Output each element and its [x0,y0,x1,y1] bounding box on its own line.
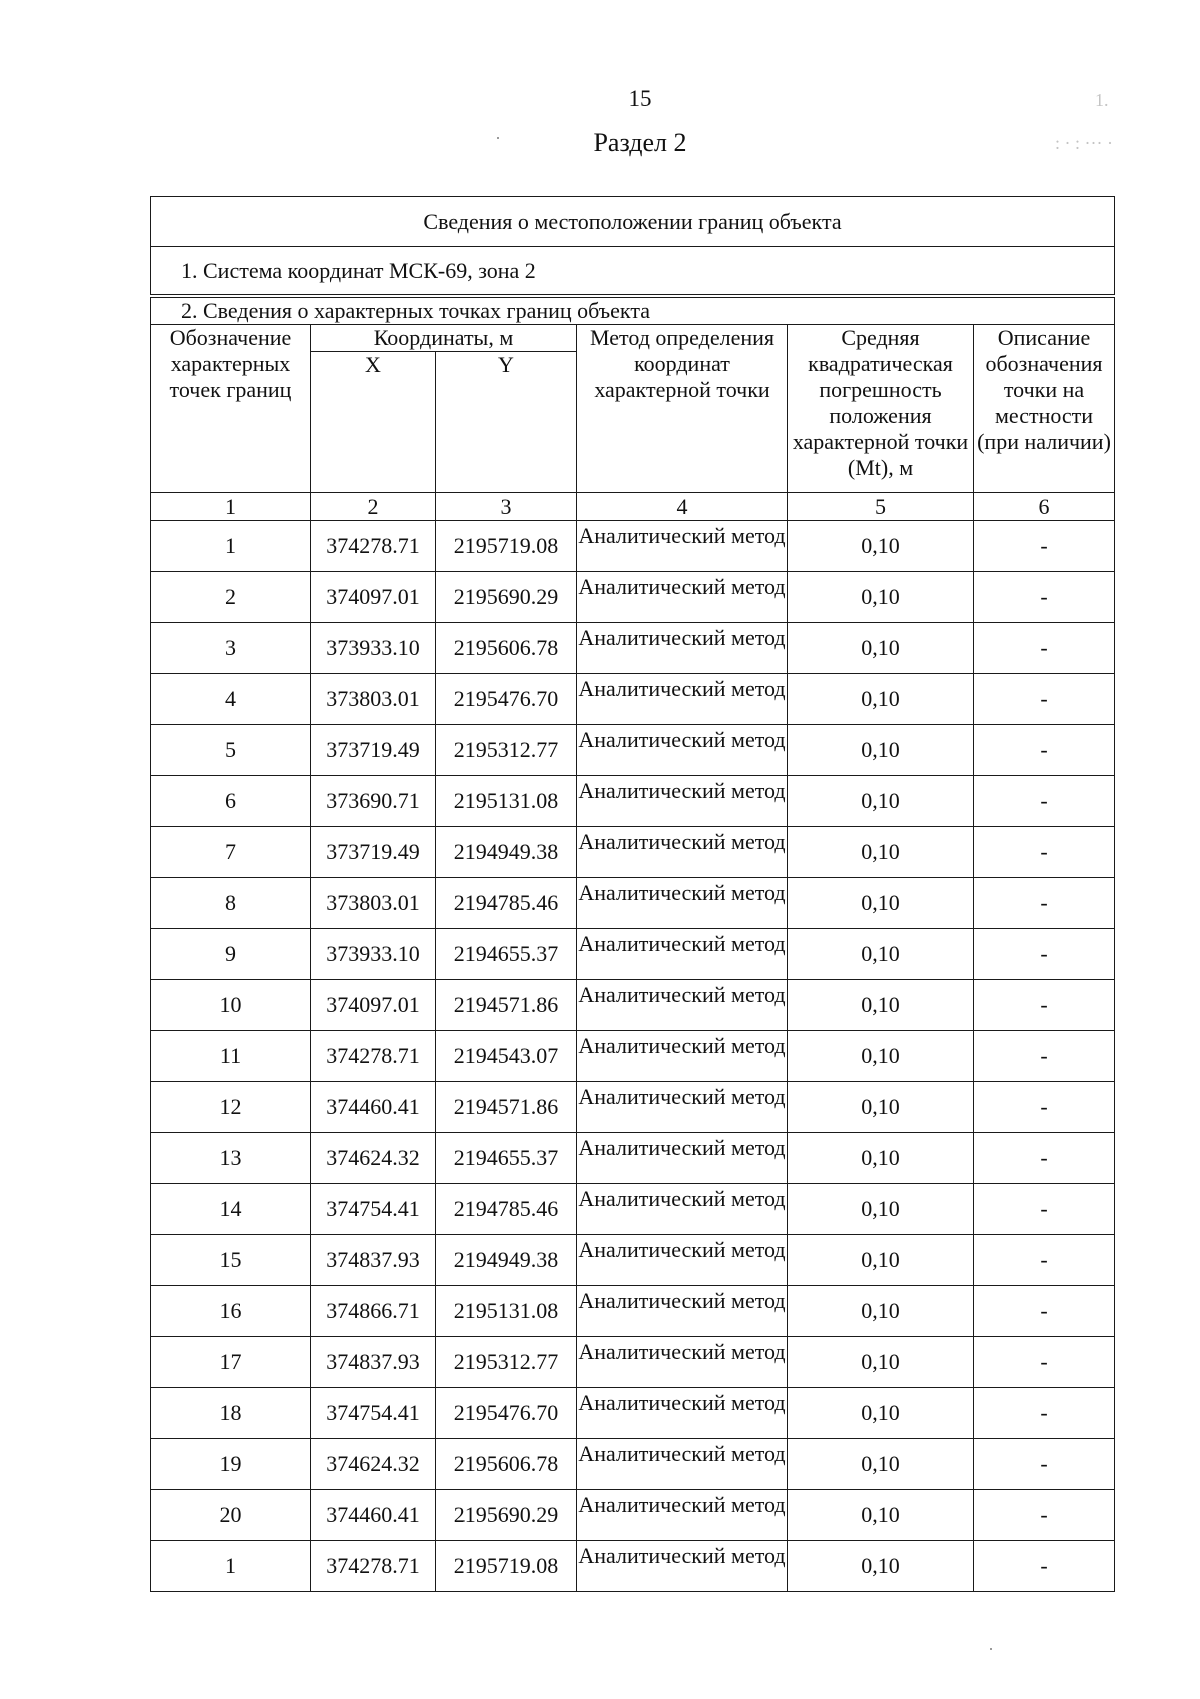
coordinate-y: 2195312.77 [436,725,577,776]
mean-square-error: 0,10 [788,1235,974,1286]
coordinate-y: 2194785.46 [436,878,577,929]
coordinate-x: 373933.10 [311,623,436,674]
mean-square-error: 0,10 [788,521,974,572]
table-row [151,1235,1115,1286]
method-text: Аналитический метод [578,1441,786,1466]
point-description: - [974,725,1115,776]
point-number: 6 [151,776,311,827]
method-text: Аналитический метод [578,1186,786,1211]
point-description: - [974,674,1115,725]
scan-speck [990,1648,992,1650]
point-number: 8 [151,878,311,929]
header-description: Описание обозначения точки на местности (при наличии) [974,325,1115,493]
method-text: Аналитический метод [578,574,786,599]
table-row [151,1388,1115,1439]
mean-square-error: 0,10 [788,1541,974,1592]
coordinate-x: 373690.71 [311,776,436,827]
point-description: - [974,1235,1115,1286]
coordinate-y: 2195131.08 [436,776,577,827]
column-number: 3 [436,493,577,521]
method [577,1439,788,1490]
section-title: Раздел 2 [593,128,687,157]
method [577,1133,788,1184]
coordinate-x: 374097.01 [311,980,436,1031]
method [577,980,788,1031]
point-description: - [974,572,1115,623]
method-text: Аналитический метод [578,1492,786,1517]
coordinate-y: 2194543.07 [436,1031,577,1082]
coordinate-x: 374097.01 [311,572,436,623]
point-number: 20 [151,1490,311,1541]
coordinate-x: 374278.71 [311,521,436,572]
bleed-through-mark: : · : ··· · [1055,133,1113,153]
coordinate-x: 374624.32 [311,1439,436,1490]
mean-square-error: 0,10 [788,827,974,878]
coordinate-x: 374866.71 [311,1286,436,1337]
point-number: 1 [151,1541,311,1592]
mean-square-error: 0,10 [788,1439,974,1490]
method-text: Аналитический метод [578,625,786,650]
point-description: - [974,776,1115,827]
point-number: 15 [151,1235,311,1286]
point-number: 3 [151,623,311,674]
coordinate-y: 2195476.70 [436,674,577,725]
mean-square-error: 0,10 [788,980,974,1031]
table-row [151,878,1115,929]
table-row [151,1541,1115,1592]
coordinate-x: 374278.71 [311,1541,436,1592]
method-text: Аналитический метод [578,1135,786,1160]
method [577,623,788,674]
method [577,1184,788,1235]
method-text: Аналитический метод [578,1390,786,1415]
mean-square-error: 0,10 [788,572,974,623]
point-description: - [974,623,1115,674]
column-number: 6 [974,493,1115,521]
table-row [151,1286,1115,1337]
method-text: Аналитический метод [578,829,786,854]
point-description: - [974,929,1115,980]
column-number: 4 [577,493,788,521]
point-description: - [974,878,1115,929]
header-error: Средняя квадратическая погрешность положения характерной точки (Mt), м [788,325,974,493]
method-text: Аналитический метод [578,727,786,752]
coordinate-x: 374278.71 [311,1031,436,1082]
mean-square-error: 0,10 [788,1388,974,1439]
table-subtitle: 2. Сведения о характерных точках границ объекта [151,298,1115,325]
mean-square-error: 0,10 [788,1082,974,1133]
mean-square-error: 0,10 [788,1184,974,1235]
method-text: Аналитический метод [578,982,786,1007]
table-row [151,929,1115,980]
coordinate-y: 2194949.38 [436,827,577,878]
table-row [151,980,1115,1031]
mean-square-error: 0,10 [788,623,974,674]
mean-square-error: 0,10 [788,1337,974,1388]
coordinate-y: 2195606.78 [436,623,577,674]
header-method: Метод определения координат характерной точки [577,325,788,493]
table-row [151,572,1115,623]
table-row [151,725,1115,776]
point-description: - [974,1337,1115,1388]
method [577,878,788,929]
table-row [151,1133,1115,1184]
point-number: 16 [151,1286,311,1337]
coordinate-x: 374754.41 [311,1388,436,1439]
method-text: Аналитический метод [578,1288,786,1313]
method [577,776,788,827]
point-description: - [974,980,1115,1031]
method [577,929,788,980]
point-number: 9 [151,929,311,980]
point-description: - [974,1031,1115,1082]
page-number: 15 [628,86,652,111]
method-text: Аналитический метод [578,1543,786,1568]
point-number: 12 [151,1082,311,1133]
coordinate-y: 2195719.08 [436,521,577,572]
coordinate-y: 2195131.08 [436,1286,577,1337]
coordinate-y: 2195690.29 [436,1490,577,1541]
point-number: 1 [151,521,311,572]
point-number: 18 [151,1388,311,1439]
coordinate-y: 2195690.29 [436,572,577,623]
method [577,1082,788,1133]
point-number: 11 [151,1031,311,1082]
method [577,827,788,878]
point-description: - [974,1541,1115,1592]
table-row [151,521,1115,572]
coordinate-y: 2195312.77 [436,1337,577,1388]
method-text: Аналитический метод [578,1339,786,1364]
coordinate-y: 2195476.70 [436,1388,577,1439]
mean-square-error: 0,10 [788,674,974,725]
boundary-points-table [150,297,1115,1592]
point-number: 19 [151,1439,311,1490]
mean-square-error: 0,10 [788,1031,974,1082]
coordinate-y: 2194785.46 [436,1184,577,1235]
point-description: - [974,1082,1115,1133]
point-description: - [974,1388,1115,1439]
scan-speck [497,137,499,139]
method-text: Аналитический метод [578,676,786,701]
coordinate-system: 1. Система координат МСК-69, зона 2 [151,247,1115,295]
object-info-table [150,196,1115,295]
method [577,725,788,776]
coordinate-x: 374460.41 [311,1082,436,1133]
method-text: Аналитический метод [578,931,786,956]
coordinate-x: 374837.93 [311,1235,436,1286]
method [577,1031,788,1082]
point-number: 7 [151,827,311,878]
column-number: 5 [788,493,974,521]
header-x: X [311,352,436,493]
coordinate-y: 2194655.37 [436,1133,577,1184]
coordinate-y: 2194655.37 [436,929,577,980]
bleed-through-mark: 1. [1095,90,1109,110]
table-row [151,1337,1115,1388]
method-text: Аналитический метод [578,778,786,803]
coordinate-y: 2195719.08 [436,1541,577,1592]
table-row [151,1439,1115,1490]
coordinate-y: 2194949.38 [436,1235,577,1286]
table-row [151,1184,1115,1235]
coordinate-x: 373803.01 [311,674,436,725]
column-number: 1 [151,493,311,521]
point-description: - [974,1286,1115,1337]
coordinate-x: 373719.49 [311,827,436,878]
point-number: 14 [151,1184,311,1235]
point-number: 2 [151,572,311,623]
coordinate-x: 374624.32 [311,1133,436,1184]
mean-square-error: 0,10 [788,878,974,929]
object-boundaries-title: Сведения о местоположении границ объекта [151,197,1115,247]
point-number: 17 [151,1337,311,1388]
column-number: 2 [311,493,436,521]
table-body [151,521,1115,1592]
method-text: Аналитический метод [578,523,786,548]
mean-square-error: 0,10 [788,929,974,980]
coordinate-x: 373719.49 [311,725,436,776]
table-row [151,776,1115,827]
table-row [151,827,1115,878]
point-number: 4 [151,674,311,725]
point-description: - [974,521,1115,572]
method-text: Аналитический метод [578,1237,786,1262]
coordinate-x: 374837.93 [311,1337,436,1388]
coordinate-y: 2195606.78 [436,1439,577,1490]
coordinate-y: 2194571.86 [436,980,577,1031]
mean-square-error: 0,10 [788,725,974,776]
coordinate-x: 373803.01 [311,878,436,929]
method [577,1490,788,1541]
point-description: - [974,1133,1115,1184]
mean-square-error: 0,10 [788,1490,974,1541]
method [577,1286,788,1337]
point-description: - [974,1439,1115,1490]
header-coordinates: Координаты, м [311,325,577,352]
point-description: - [974,827,1115,878]
coordinate-x: 373933.10 [311,929,436,980]
coordinate-y: 2194571.86 [436,1082,577,1133]
method-text: Аналитический метод [578,880,786,905]
point-description: - [974,1184,1115,1235]
method [577,1388,788,1439]
method [577,1235,788,1286]
coordinate-x: 374754.41 [311,1184,436,1235]
table-row [151,1490,1115,1541]
mean-square-error: 0,10 [788,1286,974,1337]
mean-square-error: 0,10 [788,776,974,827]
header-designation: Обозначение характерных точек границ [151,325,311,493]
header-y: Y [436,352,577,493]
point-number: 13 [151,1133,311,1184]
mean-square-error: 0,10 [788,1133,974,1184]
table-row [151,1031,1115,1082]
method [577,1337,788,1388]
method-text: Аналитический метод [578,1033,786,1058]
point-description: - [974,1490,1115,1541]
method [577,572,788,623]
method-text: Аналитический метод [578,1084,786,1109]
table-row [151,1082,1115,1133]
point-number: 10 [151,980,311,1031]
table-row [151,623,1115,674]
method [577,521,788,572]
method [577,1541,788,1592]
coordinate-x: 374460.41 [311,1490,436,1541]
method [577,674,788,725]
point-number: 5 [151,725,311,776]
table-row [151,674,1115,725]
